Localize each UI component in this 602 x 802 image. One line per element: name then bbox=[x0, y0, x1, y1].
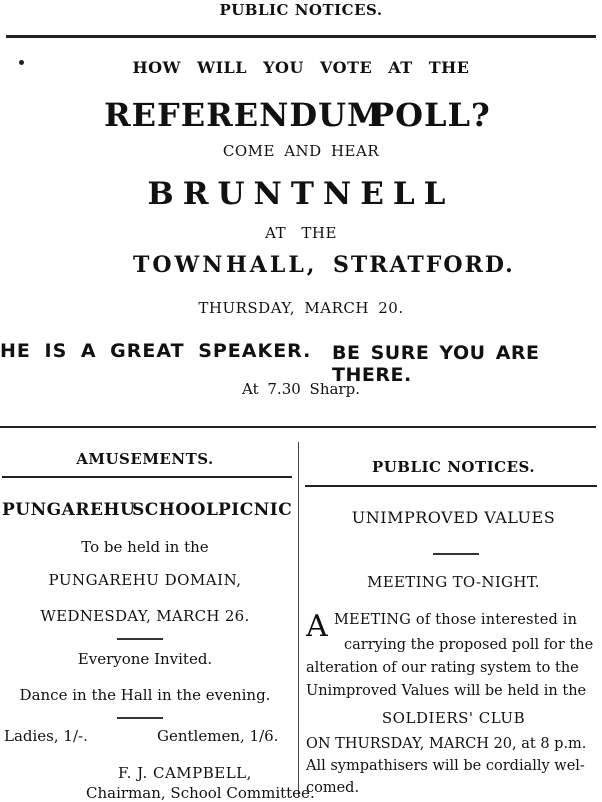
amusements-short-rule-2 bbox=[117, 717, 163, 719]
amusements-header: AMUSEMENTS. bbox=[76, 450, 214, 468]
amusements-to-be-held: To be held in the bbox=[81, 538, 209, 556]
amusements-signatory: F. J. CAMPBELL, bbox=[118, 764, 252, 782]
amusements-rule bbox=[2, 476, 292, 478]
amusements-title-pungarehu: PUNGAREHU bbox=[2, 500, 136, 520]
public-notices-meeting-tonight: MEETING TO-NIGHT. bbox=[367, 573, 540, 591]
notice-come-and-hear: COME AND HEAR bbox=[222, 142, 380, 160]
section-divider bbox=[0, 426, 596, 428]
amusements-everyone-invited: Everyone Invited. bbox=[77, 650, 213, 668]
notice-title-referendum: REFERENDUM bbox=[104, 96, 384, 134]
public-notices-line-4: Unimproved Values will be held in the bbox=[306, 683, 587, 699]
amusements-location: PUNGAREHU DOMAIN, bbox=[48, 571, 242, 589]
amusements-title-picnic: PICNIC bbox=[218, 500, 293, 520]
notice-time: At 7.30 Sharp. bbox=[242, 380, 360, 398]
public-notices-line-3: alteration of our rating system to the bbox=[306, 660, 579, 676]
amusements-title-school: SCHOOL bbox=[132, 500, 219, 520]
notice-date: THURSDAY, MARCH 20. bbox=[198, 299, 404, 317]
public-notices-line-6: ON THURSDAY, MARCH 20, at 8 p.m. bbox=[306, 736, 587, 752]
public-notices-line-1: MEETING of those interested in bbox=[334, 612, 578, 628]
amusements-date: WEDNESDAY, MARCH 26. bbox=[40, 607, 250, 625]
public-notices-line-7: All sympathisers will be cordially wel- bbox=[306, 758, 585, 774]
amusements-signatory-title: Chairman, School Committee. bbox=[86, 784, 315, 802]
notice-title-poll: POLL? bbox=[370, 96, 491, 134]
notice-venue-stratford: STRATFORD. bbox=[333, 252, 515, 278]
amusements-ladies-price: Ladies, 1/-. bbox=[4, 727, 88, 745]
notice-venue-town: TOWN bbox=[133, 252, 226, 278]
notice-venue-hall: HALL, bbox=[226, 252, 318, 278]
public-notices-line-2: carrying the proposed poll for the bbox=[344, 637, 594, 653]
header-rule bbox=[6, 35, 596, 38]
amusements-dance: Dance in the Hall in the evening. bbox=[19, 686, 271, 704]
notice-question: HOW WILL YOU VOTE AT THE bbox=[132, 58, 470, 77]
page-header: PUBLIC NOTICES. bbox=[219, 1, 383, 19]
notice-speaker-name: BRUNTNELL bbox=[147, 176, 455, 212]
public-notices-rule bbox=[305, 485, 597, 487]
public-notices-drop-cap: A bbox=[306, 609, 328, 644]
public-notices-header: PUBLIC NOTICES. bbox=[371, 458, 536, 476]
public-notices-title: UNIMPROVED VALUES bbox=[351, 508, 556, 527]
public-notices-venue: SOLDIERS' CLUB bbox=[381, 709, 526, 727]
public-notices-line-8: comed. bbox=[306, 780, 360, 796]
column-divider bbox=[298, 442, 299, 797]
notice-be-sure: BE SURE YOU ARE THERE. bbox=[332, 342, 540, 386]
notice-at-the: AT THE bbox=[265, 224, 337, 242]
amusements-short-rule-1 bbox=[117, 638, 163, 640]
public-notices-short-rule bbox=[433, 553, 479, 555]
notice-speaker-tagline: HE IS A GREAT SPEAKER. bbox=[0, 340, 312, 362]
amusements-gentlemen-price: Gentlemen, 1/6. bbox=[157, 727, 279, 745]
